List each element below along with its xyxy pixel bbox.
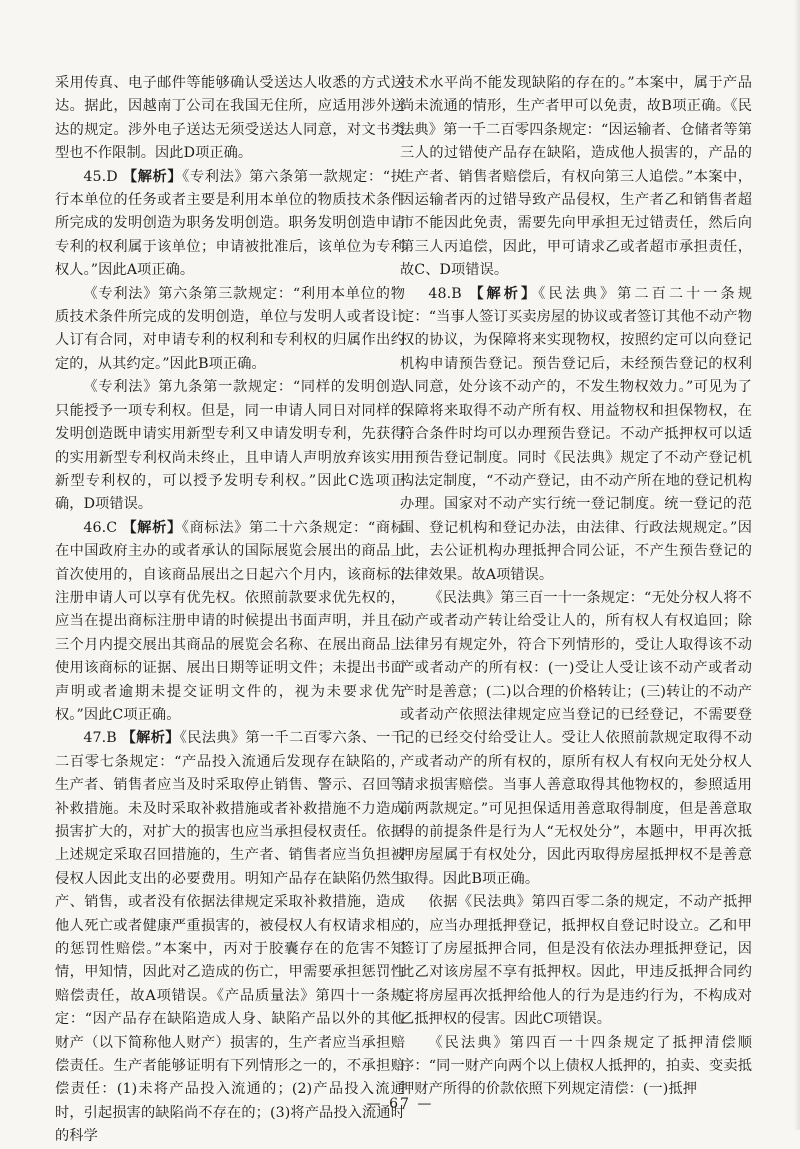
paragraph: 《民法典》第二百二十一条规定：“当事人签订买卖房屋的协议或者签订其他不动产物权的协议，为保障将来实现物权，按照约定可以向登记机构申请预告登记。预告登记后，未经预告登记的权利人同意，处分该不动产的，不发生物权效力。”可见为了保障将来取得不动产所有权、用益物权和担保物权，在符合条件时均可以办理预告登记。不动产抵押权可以适用预告登记制度。同时《民法典》规定了不动产登记机构法定制度，“不动产登记，由不动产所在地的登记机构办理。国家对不动产实行统一登记制度。统一登记的范围、登记机构和登记办法，由法律、行政法规规定。”因此，去公证机构办理抵押合同公证，不产生预告登记的法律效果。故A项错误。 [400, 285, 752, 583]
answer-number: 45.D [83, 168, 118, 185]
paragraph: 《专利法》第九条第一款规定：“同样的发明创造只能授予一项专利权。但是，同一申请人同日对同样的发明创造既申请实用新型专利又申请发明专利，先获得的实用新型专利权尚未终止，且申请人声明放弃该实用新型专利权的，可以授予发明专利权。”因此C选项正确，D项错误。 [55, 379, 405, 513]
question-48-heading [400, 283, 752, 587]
analysis-tag: 【解析】 [122, 168, 183, 185]
paragraph: 《商标法》第二十六条规定：“商标在中国政府主办的或者承认的国际展览会展出的商品上首次使用的，自该商品展出之日起六个月内，该商标的注册申请人可以享有优先权。依照前款要求优先权的，应当在提出商标注册申请的时候提出书面声明，并且在三个月内提交展出其商品的展览会名称、在展出商品上使用该商标的证据、展出日期等证明文件；未提出书面声明或者逾期未提交证明文件的，视为未要求优先权。”因此C项正确。 [55, 519, 405, 723]
paragraph: 技术水平尚不能发现缺陷的存在的。”本案中，属于产品尚未流通的情形，生产者甲可以免责，故B项正确。《民法典》第一千二百零四条规定：“因运输者、仓储者等第三人的过错使产品存在缺陷，造成他人损害的，产品的生产者、销售者赔偿后，有权向第三人追偿。”本案中，因运输者丙的过错导致产品侵权，生产者乙和销售者超市不能因此免责，需要先向甲承担无过错责任，然后向第三人丙追偿，因此，甲可请求乙或者超市承担责任，故C、D项错误。 [400, 75, 752, 279]
question-45-heading [55, 166, 405, 283]
page-number: — 67 — [366, 1096, 434, 1112]
paragraph: 采用传真、电子邮件等能够确认受送达人收悉的方式送达。据此，因越南丁公司在我国无住所，应适用涉外送达的规定。涉外电子送达无须受送达人同意，对文书类型也不作限制。因此D项正确。 [55, 75, 405, 162]
analysis-tag: 【解析】 [469, 285, 539, 302]
paragraph: 《民法典》第三百一十一条规定：“无处分权人将不动产或者动产转让给受让人的，所有权人有权追回；除法律另有规定外，符合下列情形的，受让人取得该不动产或者动产的所有权：(一)受让人受让该不动产或者动产时是善意；(二)以合理的价格转让；(三)转让的不动产或者动产依照法律规定应当登记的已经登记，不需要登记的已经交付给受让人。受让人依照前款规定取得不动产或者动产的所有权的，原所有权人有权向无处分权人请求损害赔偿。当事人善意取得其他物权的，参照适用前两款规定。”可见担保适用善意取得制度，但是善意取得的前提条件是行为人“无权处分”，本题中，甲再次抵押房屋属于有权处分，因此丙取得房屋抵押权不是善意取得。因此B项正确。 [400, 589, 752, 887]
analysis-tag: 【解析】 [122, 519, 182, 536]
question-46-heading [55, 517, 405, 728]
paragraph: 《专利法》第六条第三款规定：“利用本单位的物质技术条件所完成的发明创造，单位与发明人或者设计人订有合同，对申请专利的权利和专利权的归属作出约定的，从其约定。”因此B项正确。 [55, 285, 405, 372]
answer-number: 46.C [83, 519, 118, 536]
analysis-tag: 【解析】 [121, 730, 180, 747]
answer-number: 48.B [428, 285, 462, 302]
paragraph: 《民法典》第四百一十四条规定了抵押清偿顺序：“同一财产向两个以上债权人抵押的，拍卖、变卖抵押财产所得的价款依照下列规定清偿：(一)抵押 [400, 1034, 752, 1098]
answer-number: 47.B [83, 730, 117, 747]
paragraph: 《民法典》第一千二百零六条、一千二百零七条规定：“产品投入流通后发现存在缺陷的，生产者、销售者应当及时采取停止销售、警示、召回等补救措施。未及时采取补救措施或者补救措施不力造成损害扩大的，对扩大的损害也应当承担侵权责任。依据上述规定采取召回措施的，生产者、销售者应当负担被侵权人因此支出的必要费用。明知产品存在缺陷仍然生产、销售，或者没有依据法律规定采取补救措施，造成他人死亡或者健康严重损害的，被侵权人有权请求相应的惩罚性赔偿。”本案中，丙对于胶囊存在的危害不知情，甲知情，因此对乙造成的伤亡，甲需要承担惩罚性赔偿责任，故A项错误。《产品质量法》第四十一条规定：“因产品存在缺陷造成人身、缺陷产品以外的其他财产（以下简称他人财产）损害的，生产者应当承担赔偿责任。生产者能够证明有下列情形之一的，不承担赔偿责任：(1)未将产品投入流通的；(2)产品投入流通时，引起损害的缺陷尚不存在的；(3)将产品投入流通时的科学 [55, 730, 405, 1145]
paragraph: 依据《民法典》第四百零二条的规定，不动产抵押的，应当办理抵押登记，抵押权自登记时设立。乙和甲签订了房屋抵押合同，但是没有依法办理抵押登记，因此乙对该房屋不享有抵押权。因此，甲违反抵押合同约定将房屋再次抵押给他人的行为是违约行为，不构成对乙抵押权的侵害。因此C项错误。 [400, 894, 752, 1028]
right-column [400, 72, 752, 1102]
paragraph: 《专利法》第六条第一款规定：“执行本单位的任务或者主要是利用本单位的物质技术条件所完成的发明创造为职务发明创造。职务发明创造申请专利的权利属于该单位；申请被批准后，该单位为专利权人。”因此A项正确。 [55, 168, 405, 279]
page-edge-shadow [794, 0, 800, 1130]
question-47-heading [55, 727, 405, 1148]
left-column [55, 72, 405, 1149]
